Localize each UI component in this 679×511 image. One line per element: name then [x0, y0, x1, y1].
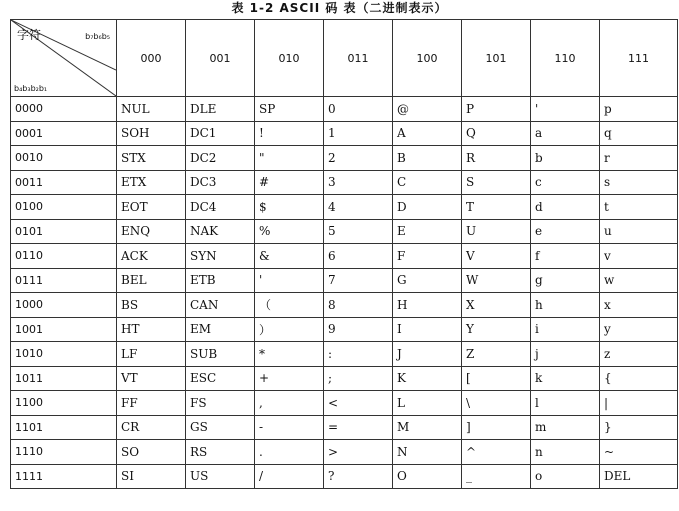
- table-cell: H: [393, 293, 462, 318]
- table-cell: 1: [324, 121, 393, 146]
- table-cell: G: [393, 268, 462, 293]
- table-cell: DC4: [186, 195, 255, 220]
- table-caption: 表 1-2 ASCII 码 表（二进制表示）: [231, 1, 448, 15]
- table-cell: e: [531, 219, 600, 244]
- table-cell: P: [462, 97, 531, 122]
- table-cell: C: [393, 170, 462, 195]
- row-code: 1000: [11, 293, 117, 318]
- table-cell: ENQ: [117, 219, 186, 244]
- table-cell: ': [255, 268, 324, 293]
- table-cell: BS: [117, 293, 186, 318]
- table-cell: T: [462, 195, 531, 220]
- table-row: [11, 195, 678, 220]
- table-row: [11, 366, 678, 391]
- table-cell: =: [324, 415, 393, 440]
- table-cell: !: [255, 121, 324, 146]
- table-cell: D: [393, 195, 462, 220]
- table-cell: S: [462, 170, 531, 195]
- table-cell: SO: [117, 440, 186, 465]
- table-cell: a: [531, 121, 600, 146]
- table-cell: CAN: [186, 293, 255, 318]
- table-cell: n: [531, 440, 600, 465]
- table-row: [11, 121, 678, 146]
- table-cell: J: [393, 342, 462, 367]
- table-cell: 2: [324, 146, 393, 171]
- row-code: 1001: [11, 317, 117, 342]
- table-cell: N: [393, 440, 462, 465]
- table-cell: z: [600, 342, 678, 367]
- table-cell: 8: [324, 293, 393, 318]
- table-cell: /: [255, 464, 324, 489]
- table-cell: ^: [462, 440, 531, 465]
- table-cell: ": [255, 146, 324, 171]
- table-cell: {: [600, 366, 678, 391]
- table-cell: M: [393, 415, 462, 440]
- table-cell: <: [324, 391, 393, 416]
- column-header: 001: [186, 20, 255, 97]
- table-row: [11, 268, 678, 293]
- row-code: 1010: [11, 342, 117, 367]
- table-cell: h: [531, 293, 600, 318]
- table-cell: SYN: [186, 244, 255, 269]
- table-cell: A: [393, 121, 462, 146]
- table-cell: EM: [186, 317, 255, 342]
- table-body: [11, 97, 678, 489]
- table-cell: R: [462, 146, 531, 171]
- table-cell: K: [393, 366, 462, 391]
- table-cell: .: [255, 440, 324, 465]
- table-row: [11, 342, 678, 367]
- table-cell: ': [531, 97, 600, 122]
- table-cell: 7: [324, 268, 393, 293]
- table-row: [11, 464, 678, 489]
- table-cell: d: [531, 195, 600, 220]
- table-cell: I: [393, 317, 462, 342]
- table-cell: 0: [324, 97, 393, 122]
- table-cell: CR: [117, 415, 186, 440]
- table-cell: -: [255, 415, 324, 440]
- table-cell: US: [186, 464, 255, 489]
- table-cell: ACK: [117, 244, 186, 269]
- table-cell: |: [600, 391, 678, 416]
- table-cell: SI: [117, 464, 186, 489]
- table-cell: O: [393, 464, 462, 489]
- corner-label: 字符: [17, 28, 42, 42]
- table-row: [11, 317, 678, 342]
- table-cell: u: [600, 219, 678, 244]
- table-cell: L: [393, 391, 462, 416]
- table-row: [11, 219, 678, 244]
- table-cell: E: [393, 219, 462, 244]
- table-cell: c: [531, 170, 600, 195]
- table-cell: w: [600, 268, 678, 293]
- table-cell: ESC: [186, 366, 255, 391]
- table-cell: ETX: [117, 170, 186, 195]
- table-cell: 6: [324, 244, 393, 269]
- table-cell: Z: [462, 342, 531, 367]
- table-cell: $: [255, 195, 324, 220]
- row-code: 0111: [11, 268, 117, 293]
- corner-cell: [11, 20, 117, 97]
- table-cell: ~: [600, 440, 678, 465]
- table-cell: [: [462, 366, 531, 391]
- row-code: 1100: [11, 391, 117, 416]
- ascii-table: [10, 19, 678, 489]
- table-cell: （: [255, 293, 324, 318]
- table-cell: m: [531, 415, 600, 440]
- table-cell: i: [531, 317, 600, 342]
- table-cell: g: [531, 268, 600, 293]
- column-bits-label: b₇b₆b₅: [85, 32, 110, 41]
- table-cell: >: [324, 440, 393, 465]
- table-cell: SP: [255, 97, 324, 122]
- table-cell: RS: [186, 440, 255, 465]
- table-cell: :: [324, 342, 393, 367]
- table-row: [11, 415, 678, 440]
- table-cell: NAK: [186, 219, 255, 244]
- table-cell: Q: [462, 121, 531, 146]
- table-cell: 4: [324, 195, 393, 220]
- row-code: 1101: [11, 415, 117, 440]
- table-cell: DLE: [186, 97, 255, 122]
- row-code: 1110: [11, 440, 117, 465]
- table-cell: j: [531, 342, 600, 367]
- table-row: [11, 97, 678, 122]
- table-cell: &: [255, 244, 324, 269]
- table-cell: o: [531, 464, 600, 489]
- table-cell: 5: [324, 219, 393, 244]
- row-code: 1111: [11, 464, 117, 489]
- table-cell: v: [600, 244, 678, 269]
- table-cell: }: [600, 415, 678, 440]
- table-cell: y: [600, 317, 678, 342]
- table-cell: _: [462, 464, 531, 489]
- table-cell: VT: [117, 366, 186, 391]
- table-row: [11, 293, 678, 318]
- table-cell: STX: [117, 146, 186, 171]
- table-cell: Y: [462, 317, 531, 342]
- table-cell: F: [393, 244, 462, 269]
- table-cell: SOH: [117, 121, 186, 146]
- table-cell: x: [600, 293, 678, 318]
- table-cell: ;: [324, 366, 393, 391]
- row-code: 0011: [11, 170, 117, 195]
- table-cell: NUL: [117, 97, 186, 122]
- table-cell: r: [600, 146, 678, 171]
- table-cell: t: [600, 195, 678, 220]
- table-cell: ?: [324, 464, 393, 489]
- table-row: [11, 391, 678, 416]
- header-row: [11, 20, 678, 97]
- table-cell: *: [255, 342, 324, 367]
- table-cell: FS: [186, 391, 255, 416]
- table-cell: k: [531, 366, 600, 391]
- table-cell: f: [531, 244, 600, 269]
- table-row: [11, 170, 678, 195]
- table-cell: 3: [324, 170, 393, 195]
- table-cell: +: [255, 366, 324, 391]
- table-cell: ETB: [186, 268, 255, 293]
- table-cell: 9: [324, 317, 393, 342]
- table-cell: @: [393, 97, 462, 122]
- table-cell: BEL: [117, 268, 186, 293]
- table-row: [11, 440, 678, 465]
- column-header: 101: [462, 20, 531, 97]
- table-cell: GS: [186, 415, 255, 440]
- table-cell: HT: [117, 317, 186, 342]
- table-cell: q: [600, 121, 678, 146]
- table-row: [11, 146, 678, 171]
- column-header: 110: [531, 20, 600, 97]
- table-cell: FF: [117, 391, 186, 416]
- table-row: [11, 244, 678, 269]
- row-code: 0000: [11, 97, 117, 122]
- row-code: 0101: [11, 219, 117, 244]
- row-code: 1011: [11, 366, 117, 391]
- table-cell: %: [255, 219, 324, 244]
- table-cell: EOT: [117, 195, 186, 220]
- table-cell: B: [393, 146, 462, 171]
- table-cell: DC2: [186, 146, 255, 171]
- row-code: 0110: [11, 244, 117, 269]
- column-header: 100: [393, 20, 462, 97]
- row-code: 0100: [11, 195, 117, 220]
- table-cell: DC1: [186, 121, 255, 146]
- column-header: 000: [117, 20, 186, 97]
- table-cell: p: [600, 97, 678, 122]
- table-cell: LF: [117, 342, 186, 367]
- column-header: 111: [600, 20, 678, 97]
- table-cell: SUB: [186, 342, 255, 367]
- column-header: 010: [255, 20, 324, 97]
- row-code: 0001: [11, 121, 117, 146]
- column-header: 011: [324, 20, 393, 97]
- table-cell: W: [462, 268, 531, 293]
- table-cell: U: [462, 219, 531, 244]
- table-header: [11, 20, 678, 97]
- table-cell: #: [255, 170, 324, 195]
- table-cell: ,: [255, 391, 324, 416]
- table-cell: b: [531, 146, 600, 171]
- table-cell: ]: [462, 415, 531, 440]
- table-cell: X: [462, 293, 531, 318]
- table-cell: s: [600, 170, 678, 195]
- row-bits-label: b₄b₃b₂b₁: [14, 84, 48, 93]
- table-cell: DEL: [600, 464, 678, 489]
- table-cell: ）: [255, 317, 324, 342]
- table-cell: l: [531, 391, 600, 416]
- table-cell: DC3: [186, 170, 255, 195]
- table-cell: V: [462, 244, 531, 269]
- row-code: 0010: [11, 146, 117, 171]
- table-cell: \: [462, 391, 531, 416]
